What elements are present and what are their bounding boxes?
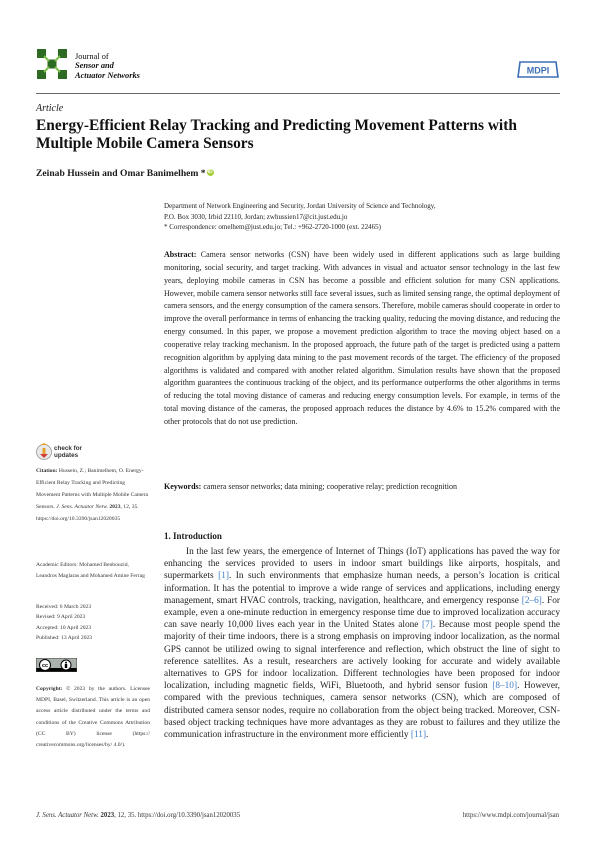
abstract-text: Camera sensor networks (CSN) have been widely used in different applications such as large building monitoring, social security, and target tracking. With advances in visual and actuator sensor technology in the last few years, deploying mobile cameras in CSN has become a possible and efficient solution for many CSN applications. However, mobile camera sensor networks still face several issues, such as limited sensing range, the optimal deployment of camera sensors, and the energy consumption of the camera sensors. Therefore, mobile cameras should cooperate in order to improve the overall performance in terms of enhancing the tracking quality, reducing the moving distance, and reducing the energy consumed. In this paper, we propose a movement prediction algorithm to trace the moving object based on a cooperative relay tracking mechanism. In the proposed approach, the future path of the target is predicted using a pattern recognition algorithm by applying data mining to the past movement records of the target. The efficiency of the proposed algorithms is validated and compared with another related algorithm. Simulation results have shown that the proposed algorithm guarantees the continuous tracking of the object, and its performance outperforms the other algorithms in terms of reducing the total moving distance of cameras and reducing energy consumption levels. For example, in terms of the total moving distance of the cameras, the proposed approach reduces the distance by 4.6% to 15.2% compared with the other protocols that do not use prediction. bbox=[164, 250, 561, 426]
keywords-label: Keywords: bbox=[164, 482, 202, 491]
date-accepted: Accepted: 10 April 2023 bbox=[36, 624, 92, 631]
date-published: Published: 13 April 2023 bbox=[36, 635, 93, 642]
citation bbox=[36, 465, 150, 525]
check-for-updates[interactable] bbox=[54, 446, 82, 460]
citation-year: 2023 bbox=[109, 504, 121, 511]
check-for-updates-line1: check for bbox=[54, 445, 82, 452]
reference-link[interactable]: [2–6] bbox=[521, 595, 542, 606]
correspondence: * Correspondence: omelhem@just.edu.jo; Tel.: +962-2720-1000 (ext. 22465) bbox=[164, 223, 382, 231]
check-for-updates-line2: updates bbox=[54, 451, 79, 459]
citation-text: Hussein, Z.; Banimelhem, O. Energy-Efficient Relay Tracking and Predicting Movement Patterns with Multiple Mobile Camera Sensors. bbox=[36, 468, 149, 511]
citation-journal: J. Sens. Actuator Netw. bbox=[56, 504, 108, 511]
mdpi-logo-text: MDPI bbox=[526, 65, 550, 76]
reference-link[interactable]: [7] bbox=[422, 620, 433, 631]
check-for-updates-icon[interactable] bbox=[36, 443, 52, 461]
footer-journal: J. Sens. Actuator Netw. bbox=[36, 812, 99, 819]
author-names: Zeinab Hussein and Omar Banimelhem * bbox=[36, 168, 206, 179]
journal-name bbox=[75, 52, 140, 80]
mdpi-logo-icon bbox=[516, 60, 560, 79]
section-heading-introduction: 1. Introduction bbox=[164, 531, 222, 541]
intro-text-3: . For example, even a one-minute reduction in emergency response time due to improved localization accuracy can save nearly 10,000 lives each year in the United States alone bbox=[164, 595, 560, 631]
header-divider bbox=[36, 93, 560, 94]
journal-logo-icon bbox=[36, 48, 68, 80]
footer-doi[interactable]: , 12, 35. https://doi.org/10.3390/jsan12020035 bbox=[114, 812, 241, 819]
publication-dates bbox=[36, 602, 150, 644]
keywords-text: camera sensor networks; data mining; cooperative relay; prediction recognition bbox=[203, 482, 458, 491]
footer-citation bbox=[36, 812, 240, 819]
intro-text-6: . bbox=[426, 730, 429, 741]
citation-label: Citation: bbox=[36, 468, 58, 474]
copyright-text: © 2023 by the authors. Licensee MDPI, Basel, Switzerland. This article is an open access article distributed under the terms and conditions of the Creative Commons Attribution (CC BY) license (https:// creativecommons.org/licenses/by/ 4.0/). bbox=[36, 686, 150, 749]
intro-text-4: . Because most people spend the majority of their time indoors, there is a strong emphasis on improving indoor localization, as the normal GPS cannot be utilized owing to signal interference and reflection, which obstruct the line of sight to reference satellites. As a result, researchers are actively looking for accurate and widely available alternatives to GPS for indoor localization. Different technologies have been proposed for indoor localization, including magnetic fields, WiFi, Bluetooth, and hybrid sensor fusion bbox=[164, 620, 560, 692]
article-title: Energy-Efficient Relay Tracking and Predicting Movement Patterns with Multiple Mobile Camera Sensors bbox=[36, 117, 517, 153]
footer-year: 2023 bbox=[100, 812, 115, 819]
intro-text-1: In the last few years, the emergence of Internet of Things (IoT) applications has paved the way for enhancing the services provided to users in indoor smart buildings like airports, hospitals, and supermarkets bbox=[164, 547, 560, 582]
reference-link[interactable]: [1] bbox=[218, 571, 229, 582]
copyright-label: Copyright: bbox=[36, 686, 63, 692]
footer-journal-url[interactable]: https://www.mdpi.com/journal/jsan bbox=[462, 812, 559, 819]
date-revised: Revised: 9 April 2023 bbox=[36, 614, 86, 621]
abstract bbox=[164, 249, 560, 429]
affiliation bbox=[164, 201, 560, 233]
affiliation-line1: Department of Network Engineering and Security, Jordan University of Science and Technology, bbox=[164, 202, 436, 210]
reference-link[interactable]: [11] bbox=[410, 730, 427, 741]
abstract-label: Abstract: bbox=[164, 250, 197, 259]
journal-of-label: Journal of bbox=[75, 52, 109, 61]
orcid-icon[interactable]: iD bbox=[207, 169, 213, 175]
intro-text-5: . However, compared with the previous techniques, camera sensor networks (CSN), which are composed of distributed camera sensor nodes, require no collaboration from the object being tracked. Moreover, CSN-based object tracking techniques have more advantages as they are robust to failures and they utilize the communication infrastructure in the environment more efficiently bbox=[164, 681, 560, 741]
affiliation-line2: P.O. Box 3030, Irbid 22110, Jordan; zwhussien17@cit.just.edu.jo bbox=[164, 212, 348, 221]
intro-text-2: . In such environments that emphasize human needs, a person’s location is critical information. It has the potential to improve a wide range of services and applications, including energy management, smart HVAC controls, tracking, navigation, healthcare, and emergency response bbox=[164, 571, 560, 606]
journal-name-line2: Actuator Networks bbox=[75, 70, 140, 80]
cc-by-license-icon[interactable] bbox=[36, 658, 77, 672]
journal-name-line1: Sensor and bbox=[75, 61, 114, 71]
introduction-paragraph bbox=[164, 546, 560, 741]
cc-label: cc bbox=[41, 663, 49, 669]
copyright-notice bbox=[36, 684, 150, 751]
date-received: Received: 6 March 2023 bbox=[36, 604, 92, 610]
academic-editors: Academic Editors: Mohamed Benbouzid, Leandros Maglaras and Mohamed Amine Ferrag bbox=[36, 562, 145, 580]
article-type: Article bbox=[36, 103, 64, 114]
citation-rest[interactable]: , 12, 35. https://doi.org/10.3390/jsan12020035 bbox=[36, 504, 139, 523]
keywords bbox=[164, 481, 560, 493]
reference-link[interactable]: [8–10] bbox=[492, 681, 518, 692]
authors bbox=[36, 168, 214, 179]
